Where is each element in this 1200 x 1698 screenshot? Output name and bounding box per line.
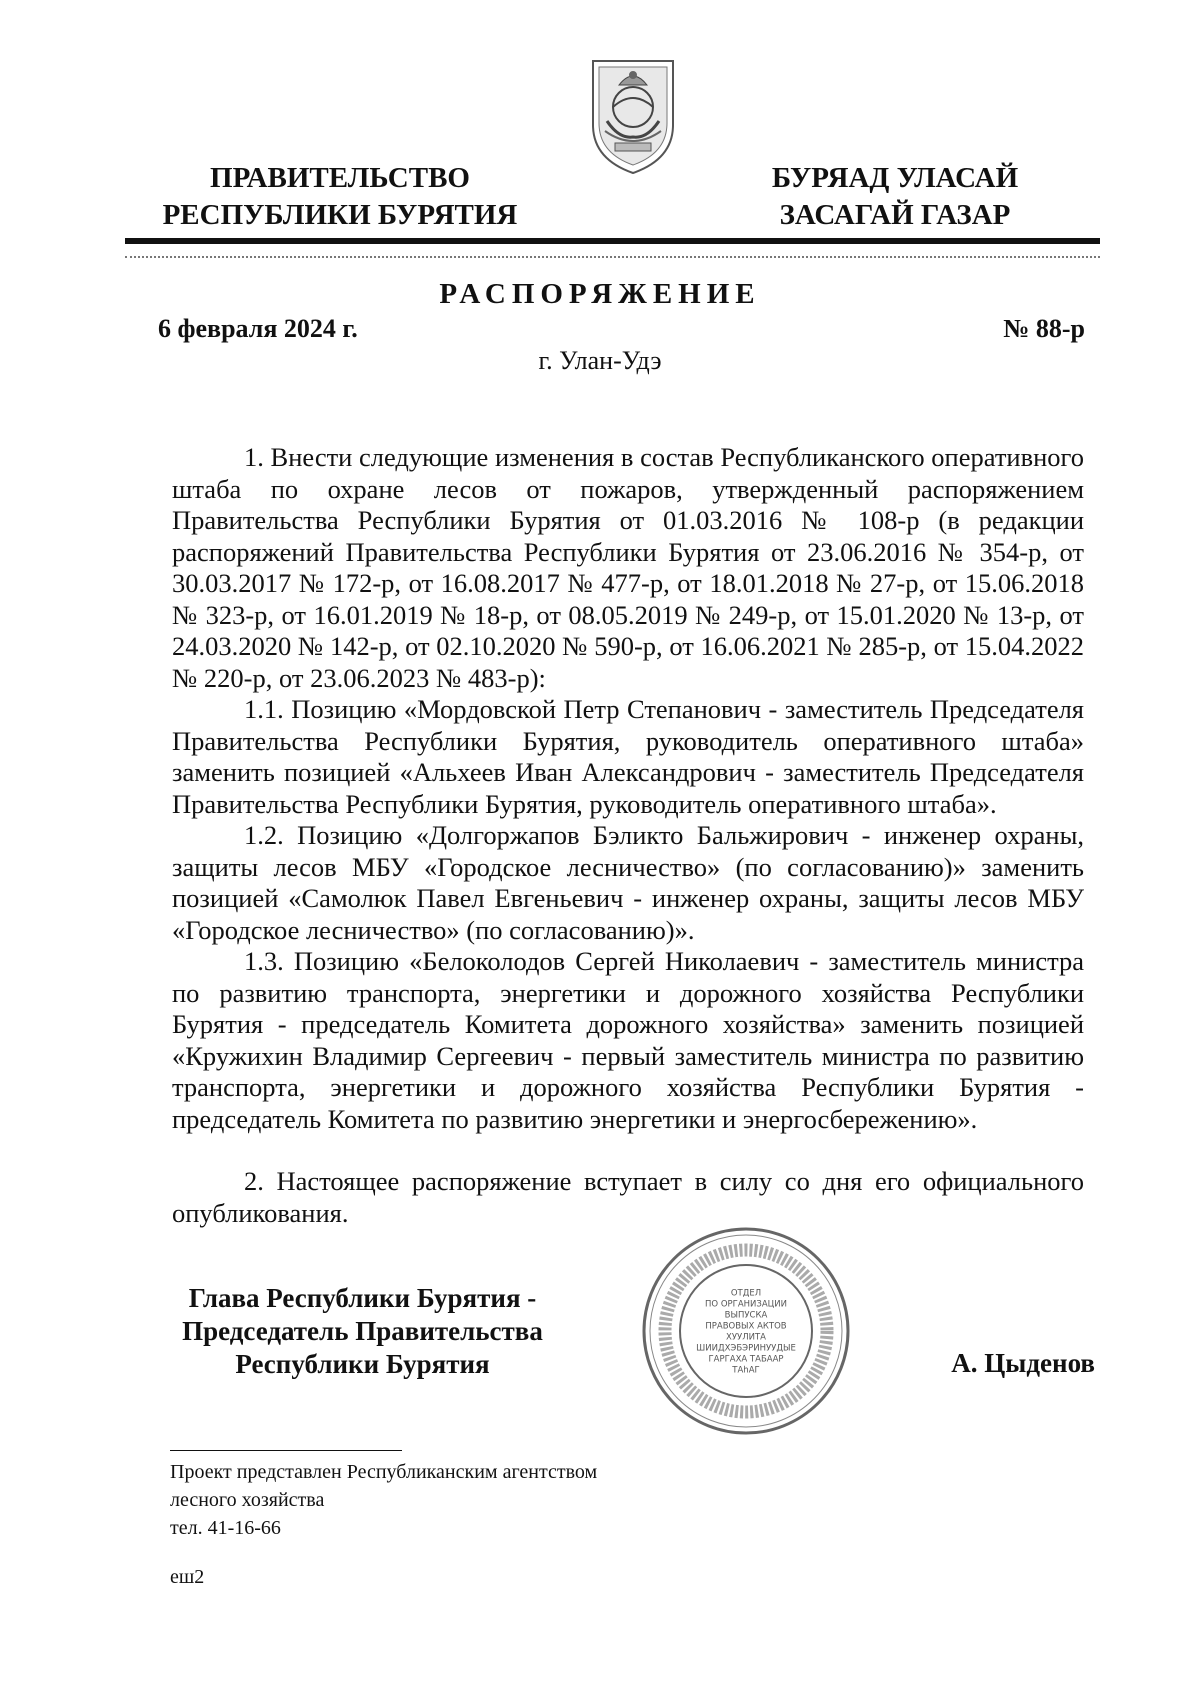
stamp-text-line: ХУУЛИТА: [726, 1332, 766, 1343]
stamp-text-line: ГАРГАХА ТАБААР: [708, 1354, 784, 1365]
paragraph-1: 1. Внести следующие изменения в состав Республиканского оперативного штаба по охране лесов от пожаров, утвержденный распоряжением Правительства Республики Бурятия от 01.03.2016 № 108-р (в редакции распоряжений Правительства Республики Бурятия от 23.06.2016 № 354-р, от 30.03.2017 № 172-р, от 16.08.2017 № 477-р, от 18.01.2018 № 27-р, от 15.06.2018 № 323-р, от 16.01.2019 № 18-р, от 08.05.2019 № 249-р, от 15.01.2020 № 13-р, от 24.03.2020 № 142-р, от 02.10.2020 № 590-р, от 16.06.2021 № 285-р, от 15.04.2022 № 220-р, от 23.06.2023 № 483-р):: [172, 442, 1084, 693]
section-1: [172, 442, 1084, 1135]
stamp-text-line: ВЫПУСКА: [724, 1310, 768, 1321]
footnote-line2: лесного хозяйства: [170, 1489, 325, 1511]
document-number: № 88-р: [1003, 314, 1085, 343]
stamp-text-line: ОТДЕЛ: [730, 1288, 762, 1299]
footnote-divider: [170, 1450, 402, 1451]
paragraph-1-3: 1.3. Позицию «Белоколодов Сергей Николаевич - заместитель министра по развитию транспорта, энергетики и дорожного хозяйства Республики Бурятия - председатель Комитета дорожного хозяйства» заменить позицией «Кружихин Владимир Сергеевич - первый заместитель министра по развитию транспорта, энергетики и дорожного хозяйства Республики Бурятия - председатель Комитета по развитию энергетики и энергосбережению».: [172, 946, 1084, 1134]
document-code: еш2: [170, 1566, 205, 1588]
header-right-line1: БУРЯАД УЛАСАЙ: [771, 162, 1019, 194]
signatory-title-line2: Председатель Правительства: [182, 1316, 543, 1346]
paragraph-1-2: 1.2. Позицию «Долгоржапов Бэликто Бальжирович - инженер охраны, защиты лесов МБУ «Городское лесничество» (по согласованию)» заменить позицией «Самолюк Павел Евгеньевич - инженер охраны, защиты лесов МБУ «Городское лесничество» (по согласованию)».: [172, 820, 1084, 945]
footnote-line3: тел. 41-16-66: [170, 1517, 281, 1539]
header-divider-thick: [125, 238, 1100, 244]
signatory-title-line1: Глава Республики Бурятия -: [188, 1283, 537, 1313]
coat-of-arms-emblem: [589, 55, 677, 177]
stamp-text-line: ШИИДХЭБЭРИНУУДЫЕ: [696, 1343, 796, 1354]
header-left-line2: РЕСПУБЛИКИ БУРЯТИЯ: [162, 199, 518, 231]
document-city: г. Улан-Удэ: [538, 346, 662, 375]
signatory-title-line3: Республики Бурятия: [235, 1349, 490, 1379]
footnote: [170, 1458, 597, 1542]
paragraph-1-1: 1.1. Позицию «Мордовской Петр Степанович - заместитель Председателя Правительства Республики Бурятия, руководитель оперативного штаба» заменить позицией «Альхеев Иван Александрович - заместитель Председателя Правительства Республики Бурятия, руководитель оперативного штаба».: [172, 694, 1084, 819]
section-2: [172, 1166, 1084, 1229]
paragraph-2: 2. Настоящее распоряжение вступает в силу со дня его официального опубликования.: [172, 1166, 1084, 1228]
government-name-russian: [140, 160, 540, 234]
header-right-line2: ЗАСАГАЙ ГАЗАР: [779, 199, 1011, 231]
stamp-text-line: ПРАВОВЫХ АКТОВ: [705, 1321, 787, 1332]
government-name-buryat: [735, 160, 1055, 234]
header-divider-thin: [125, 256, 1100, 258]
signatory-name: А. Цыденов: [951, 1348, 1095, 1378]
stamp-text-line: ПО ОРГАНИЗАЦИИ: [705, 1299, 787, 1310]
footnote-line1: Проект представлен Республиканским агентством: [170, 1461, 598, 1483]
signatory-title: [165, 1282, 560, 1381]
official-seal-stamp: [640, 1225, 852, 1437]
header-left-line1: ПРАВИТЕЛЬСТВО: [210, 162, 470, 194]
document-type-title: РАСПОРЯЖЕНИЕ: [439, 278, 761, 310]
document-date: 6 февраля 2024 г.: [158, 314, 358, 343]
stamp-text-line: ТАһАГ: [732, 1365, 760, 1376]
